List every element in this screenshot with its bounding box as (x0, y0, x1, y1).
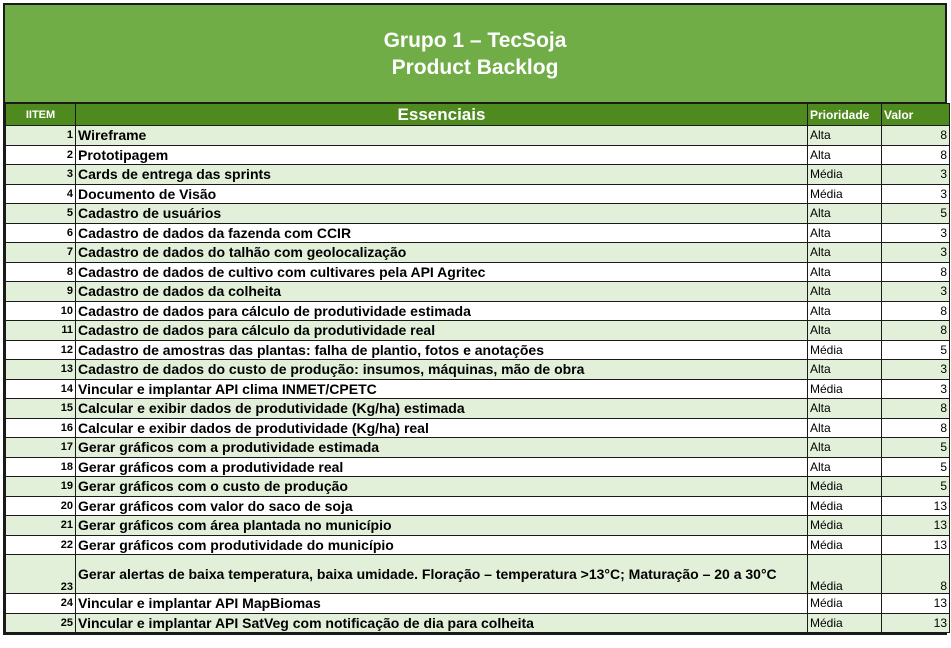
header-description: Essenciais (76, 104, 808, 126)
item-value: 3 (882, 243, 950, 263)
item-number: 9 (6, 282, 76, 302)
item-value: 8 (882, 555, 950, 594)
item-value: 5 (882, 477, 950, 497)
table-row (6, 496, 950, 516)
table-row (6, 340, 950, 360)
item-priority: Alta (808, 204, 882, 224)
item-priority: Alta (808, 457, 882, 477)
item-priority: Média (808, 165, 882, 185)
item-priority: Alta (808, 145, 882, 165)
item-description: Gerar gráficos com a produtividade real (76, 457, 808, 477)
item-value: 13 (882, 496, 950, 516)
item-description: Cadastro de usuários (76, 204, 808, 224)
item-description: Calcular e exibir dados de produtividade (Kg/ha) estimada (76, 399, 808, 419)
item-value: 13 (882, 516, 950, 536)
table-row (6, 262, 950, 282)
table-row (6, 204, 950, 224)
item-description: Cadastro de dados da fazenda com CCIR (76, 223, 808, 243)
item-number: 3 (6, 165, 76, 185)
table-row (6, 321, 950, 341)
table-row (6, 360, 950, 380)
item-number: 18 (6, 457, 76, 477)
backlog-sheet (3, 3, 947, 635)
table-row (6, 223, 950, 243)
backlog-title: Product Backlog (391, 55, 559, 79)
table-row (6, 438, 950, 458)
item-description: Prototipagem (76, 145, 808, 165)
item-priority: Alta (808, 126, 882, 146)
item-priority: Alta (808, 262, 882, 282)
item-priority: Alta (808, 438, 882, 458)
item-description: Gerar gráficos com a produtividade estimada (76, 438, 808, 458)
table-row (6, 126, 950, 146)
item-number: 16 (6, 418, 76, 438)
item-description: Vincular e implantar API SatVeg com notificação de dia para colheita (76, 613, 808, 633)
table-row (6, 399, 950, 419)
item-description: Gerar gráficos com o custo de produção (76, 477, 808, 497)
table-row (6, 418, 950, 438)
item-number: 14 (6, 379, 76, 399)
item-number: 24 (6, 594, 76, 614)
header-item: IITEM (6, 104, 76, 126)
item-value: 8 (882, 301, 950, 321)
item-priority: Média (808, 613, 882, 633)
item-number: 4 (6, 184, 76, 204)
item-value: 3 (882, 360, 950, 380)
table-row (6, 243, 950, 263)
table-row (6, 457, 950, 477)
item-number: 10 (6, 301, 76, 321)
item-description: Cards de entrega das sprints (76, 165, 808, 185)
item-description: Cadastro de dados do custo de produção: insumos, máquinas, mão de obra (76, 360, 808, 380)
backlog-table (5, 103, 950, 633)
header-value: Valor (882, 104, 950, 126)
table-row (6, 516, 950, 536)
item-priority: Alta (808, 418, 882, 438)
item-number: 22 (6, 535, 76, 555)
item-number: 19 (6, 477, 76, 497)
item-value: 8 (882, 418, 950, 438)
item-number: 20 (6, 496, 76, 516)
table-row (6, 613, 950, 633)
item-value: 3 (882, 165, 950, 185)
item-value: 3 (882, 223, 950, 243)
item-priority: Média (808, 516, 882, 536)
item-priority: Alta (808, 301, 882, 321)
item-number: 6 (6, 223, 76, 243)
item-priority: Alta (808, 399, 882, 419)
item-number: 15 (6, 399, 76, 419)
item-value: 5 (882, 457, 950, 477)
table-row (6, 282, 950, 302)
table-row (6, 477, 950, 497)
table-row (6, 379, 950, 399)
item-value: 8 (882, 399, 950, 419)
group-title: Grupo 1 – TecSoja (383, 28, 567, 52)
table-row (6, 184, 950, 204)
item-description: Vincular e implantar API clima INMET/CPETC (76, 379, 808, 399)
table-row (6, 165, 950, 185)
item-priority: Média (808, 555, 882, 594)
item-number: 21 (6, 516, 76, 536)
item-number: 13 (6, 360, 76, 380)
item-value: 5 (882, 438, 950, 458)
item-priority: Alta (808, 223, 882, 243)
item-value: 3 (882, 379, 950, 399)
item-description: Cadastro de dados do talhão com geolocalização (76, 243, 808, 263)
item-value: 13 (882, 613, 950, 633)
item-value: 8 (882, 145, 950, 165)
item-priority: Média (808, 340, 882, 360)
item-priority: Média (808, 496, 882, 516)
table-row (6, 535, 950, 555)
item-value: 8 (882, 262, 950, 282)
item-description: Gerar alertas de baixa temperatura, baixa umidade. Floração – temperatura >13°C; Maturação – 20 a 30°C (76, 555, 808, 594)
item-value: 5 (882, 340, 950, 360)
item-number: 7 (6, 243, 76, 263)
item-description: Cadastro de dados da colheita (76, 282, 808, 302)
item-priority: Média (808, 535, 882, 555)
item-value: 5 (882, 204, 950, 224)
item-number: 23 (6, 555, 76, 594)
item-number: 17 (6, 438, 76, 458)
table-row (6, 555, 950, 594)
item-description: Gerar gráficos com valor do saco de soja (76, 496, 808, 516)
item-description: Cadastro de amostras das plantas: falha de plantio, fotos e anotações (76, 340, 808, 360)
header-row (6, 104, 950, 126)
item-description: Cadastro de dados de cultivo com cultivares pela API Agritec (76, 262, 808, 282)
item-priority: Média (808, 379, 882, 399)
item-priority: Média (808, 184, 882, 204)
table-row (6, 594, 950, 614)
item-number: 8 (6, 262, 76, 282)
item-number: 2 (6, 145, 76, 165)
item-description: Cadastro de dados para cálculo da produtividade real (76, 321, 808, 341)
title-block (5, 5, 945, 103)
item-number: 5 (6, 204, 76, 224)
item-value: 13 (882, 594, 950, 614)
item-number: 11 (6, 321, 76, 341)
item-description: Wireframe (76, 126, 808, 146)
item-priority: Média (808, 477, 882, 497)
item-number: 25 (6, 613, 76, 633)
item-value: 8 (882, 321, 950, 341)
item-description: Calcular e exibir dados de produtividade (Kg/ha) real (76, 418, 808, 438)
item-priority: Alta (808, 360, 882, 380)
item-description: Gerar gráficos com produtividade do município (76, 535, 808, 555)
item-value: 13 (882, 535, 950, 555)
table-row (6, 145, 950, 165)
header-priority: Prioridade (808, 104, 882, 126)
item-number: 1 (6, 126, 76, 146)
item-description: Documento de Visão (76, 184, 808, 204)
item-priority: Alta (808, 243, 882, 263)
item-value: 3 (882, 184, 950, 204)
table-row (6, 301, 950, 321)
item-priority: Alta (808, 282, 882, 302)
item-number: 12 (6, 340, 76, 360)
item-priority: Média (808, 594, 882, 614)
item-description: Gerar gráficos com área plantada no município (76, 516, 808, 536)
item-priority: Alta (808, 321, 882, 341)
item-description: Vincular e implantar API MapBiomas (76, 594, 808, 614)
item-value: 8 (882, 126, 950, 146)
item-value: 3 (882, 282, 950, 302)
item-description: Cadastro de dados para cálculo de produtividade estimada (76, 301, 808, 321)
